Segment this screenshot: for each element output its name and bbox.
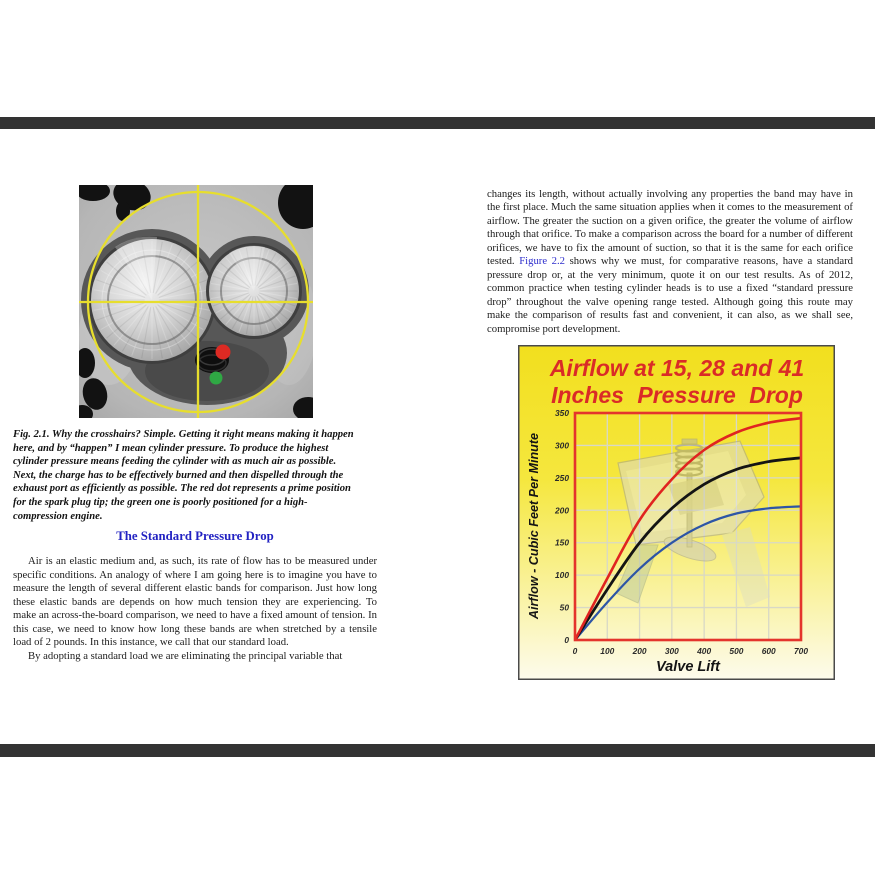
- x-axis-label: Valve Lift: [656, 659, 720, 675]
- paragraph-text: shows why we must, for comparative reasons, have a standard pressure drop or, at the very minimum, quote it on our test results. As of 2012, common practice when testing cylinder heads is to use a fixed “standard pressure drop” throughout the valve opening range tested. Although going this route may make the comparison of results fast and convenient, it can also, as we shall see, compromise port development.: [487, 255, 853, 335]
- x-tick-label: 0: [572, 646, 578, 656]
- y-tick-label: 250: [555, 472, 569, 483]
- chart-title-line-2: Inches Pressure Drop: [551, 382, 803, 408]
- figure-2-1-caption: [13, 428, 377, 523]
- paragraph-text: changes its length, without actually involving any properties the band may have in the first place. Much the same situation applies when it comes to the measurement of airflow. The greater the suction on a given orifice, the greater the volume of airflow through that orifice. To make a comparison across the board for a number of different orifices, we have to fix the amount of suction, so that it is the same for each orifice tested.: [487, 188, 853, 268]
- paragraph: By adopting a standard load we are eliminating the principal variable that: [28, 649, 343, 662]
- airflow-chart: [518, 345, 835, 680]
- paragraph: Air is an elastic medium and, as such, its rate of flow has to be measured under specific conditions. An analogy of where I am going here is to imagine you have to measure the length of several different elastic bands for comparison. Just how long these elastic bands are depends on how much tension they are experiencing. To make an across-the-board comparison, we need to have a fixed amount of tension. In this case, we need to know how long these bands are when stretched by a tensile load of 2 pounds. In this instance, we call that our standard load.: [13, 555, 377, 649]
- caption-line: compression engine.: [13, 510, 103, 522]
- caption-line: cylinder pressure means feeding the cylinder with as much air as possible.: [13, 456, 337, 468]
- x-tick-label: 400: [697, 646, 712, 656]
- cylinder-head-photo: [79, 185, 313, 418]
- intake-valve: [88, 236, 216, 364]
- caption-line: exhaust port as efficiently as possible. The red dot represents a prime position: [13, 483, 351, 495]
- y-tick-label: 200: [555, 505, 569, 516]
- left-page-body-text: [13, 555, 377, 663]
- x-tick-label: 700: [794, 646, 808, 656]
- section-heading: The Standard Pressure Drop: [116, 529, 274, 543]
- caption-line: Next, the charge has to be effectively burned and then dispelled through the: [13, 469, 344, 481]
- y-axis-label: Airflow - Cubic Feet Per Minute: [527, 432, 541, 620]
- green-dot-poor-plug-position: [210, 372, 223, 385]
- caption-line: for the spark plug tip; the green one is poorly positioned for a high-: [13, 496, 308, 508]
- caption-line: Fig. 2.1. Why the crosshairs? Simple. Getting it right means making it happen: [13, 429, 354, 440]
- x-tick-label: 600: [761, 646, 776, 656]
- x-tick-label: 300: [664, 646, 679, 656]
- airflow-chart-svg: [518, 345, 835, 680]
- reader-top-divider-bar: [0, 117, 875, 129]
- right-page-body-text: [487, 188, 853, 336]
- y-tick-label: 100: [555, 570, 569, 581]
- x-tick-label: 500: [729, 646, 744, 656]
- y-tick-label: 350: [555, 408, 569, 418]
- figure-2-2-link[interactable]: Figure 2.2: [519, 255, 566, 268]
- x-tick-label: 100: [600, 646, 615, 656]
- chart-title-line-1: Airflow at 15, 28 and 41: [549, 355, 805, 381]
- reader-bottom-divider-bar: [0, 744, 875, 757]
- caption-line: here, and by “happen” I mean cylinder pressure. To produce the highest: [13, 442, 329, 454]
- y-tick-label: 300: [555, 440, 569, 451]
- figure-2-1-photo: [79, 185, 313, 418]
- y-tick-label: 150: [555, 537, 569, 548]
- y-tick-label: 50: [559, 602, 569, 613]
- exhaust-valve: [206, 243, 302, 339]
- x-tick-label: 200: [632, 646, 647, 656]
- y-tick-label: 0: [564, 635, 569, 645]
- red-dot-prime-plug-position: [216, 345, 231, 360]
